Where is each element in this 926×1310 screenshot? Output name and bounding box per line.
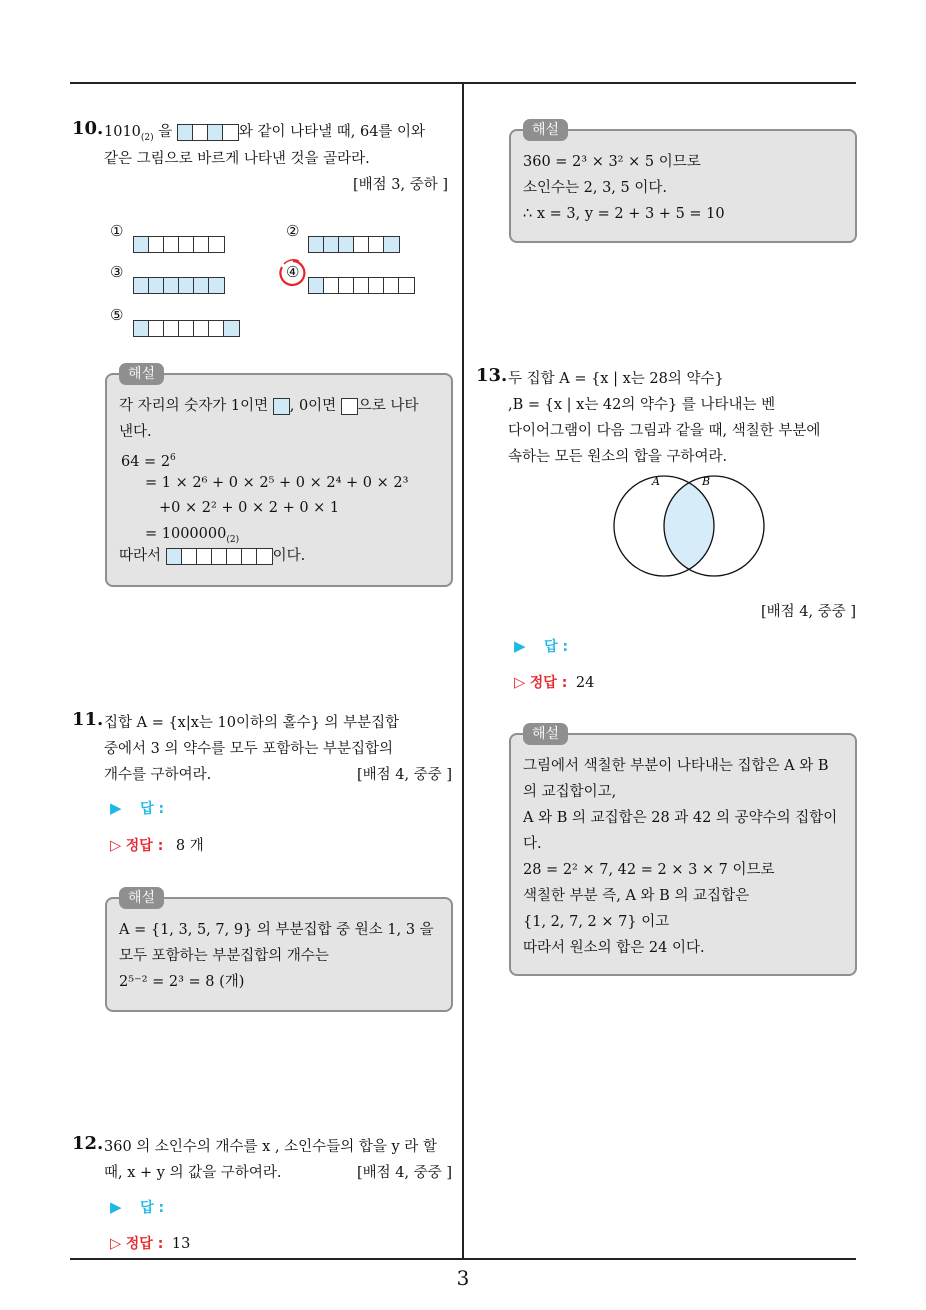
key-arrow-icon: ▷ xyxy=(110,838,122,854)
empty-cell xyxy=(354,278,369,293)
answer-arrow-icon: ▶ xyxy=(110,1198,122,1216)
question-text: 360 의 소인수의 개수를 x , 소인수들의 합을 y 라 할 xyxy=(104,1139,437,1155)
answer-input-row[interactable] xyxy=(110,1197,164,1217)
filled-cell xyxy=(194,278,209,293)
empty-cell xyxy=(369,237,384,252)
filled-cell xyxy=(167,549,182,564)
solution-line: = 1 × 2⁶ + 0 × 2⁵ + 0 × 2⁴ + 0 × 2³ xyxy=(145,475,409,491)
filled-cell xyxy=(309,237,324,252)
column-divider xyxy=(462,83,464,1259)
solution-line: 각 자리의 숫자가 1이면 , 0이면 으로 나타 xyxy=(119,398,419,414)
filled-cell xyxy=(134,321,149,336)
empty-cell xyxy=(149,321,164,336)
page-number: 3 xyxy=(456,1266,470,1290)
solution-line: 따라서 원소의 합은 24 이다. xyxy=(523,940,705,956)
question-text-line2: 같은 그림으로 바르게 나타낸 것을 골라라. xyxy=(104,151,370,167)
answer-label: 답 : xyxy=(544,639,569,655)
solution-tag: 해설 xyxy=(523,119,568,141)
question-text: 집합 A = {x|x는 10이하의 홀수} 의 부분집합 xyxy=(104,715,400,731)
solution-line: ∴ x = 3, y = 2 + 3 + 5 = 10 xyxy=(523,206,725,222)
filled-cell xyxy=(164,278,179,293)
filled-cell xyxy=(273,398,290,415)
score-meta: [배점 4, 중중 ] xyxy=(356,1165,452,1181)
empty-cell xyxy=(257,549,272,564)
question-number: 10. xyxy=(72,118,104,139)
solution-box xyxy=(105,890,453,1012)
solution-line: 그림에서 색칠한 부분이 나타내는 집합은 A 와 B xyxy=(523,758,829,774)
option-5-cells[interactable] xyxy=(133,320,240,337)
filled-cell xyxy=(178,125,193,140)
solution-line: {1, 2, 7, 2 × 7} 이고 xyxy=(523,914,670,930)
solution-line: 2⁵⁻² = 2³ = 8 (개) xyxy=(119,974,245,990)
score-meta: [배점 4, 중중 ] xyxy=(356,767,452,783)
question-text: 다이어그램이 다음 그림과 같을 때, 색칠한 부분에 xyxy=(508,423,821,439)
empty-cell xyxy=(354,237,369,252)
key-arrow-icon: ▷ xyxy=(110,1236,122,1252)
solution-box xyxy=(509,726,857,976)
solution-line: +0 × 2² + 0 × 2 + 0 × 1 xyxy=(159,500,340,516)
solution-line: 색칠한 부분 즉, A 와 B 의 교집합은 xyxy=(523,888,750,904)
empty-cell xyxy=(209,237,224,252)
question-text: 중에서 3 의 약수를 모두 포함하는 부분집합의 xyxy=(104,741,394,757)
solution-box xyxy=(509,122,857,243)
solution-tag: 해설 xyxy=(119,363,164,385)
question-number: 13. xyxy=(476,365,508,386)
solution-tag: 해설 xyxy=(523,723,568,745)
solution-line: = $1000000_{(2)}$ xyxy=(145,526,240,545)
filled-cell xyxy=(324,237,339,252)
filled-cell xyxy=(179,278,194,293)
answer-input-row[interactable] xyxy=(110,798,164,818)
solution-line: A = {1, 3, 5, 7, 9} 의 부분집합 중 원소 1, 3 을 xyxy=(119,922,434,938)
empty-cell xyxy=(399,278,414,293)
answer-label: 답 : xyxy=(140,1200,165,1216)
empty-cell xyxy=(179,321,194,336)
answer-key-row xyxy=(514,672,594,692)
question-text: ,B = {x | x는 42의 약수} 를 나타내는 벤 xyxy=(508,397,776,413)
key-label: 정답 : xyxy=(125,838,164,854)
solution-line: $64 = 2^6$ xyxy=(121,453,176,470)
empty-cell xyxy=(341,398,358,415)
answer-key-row xyxy=(110,1233,190,1253)
option-3-label[interactable]: ③ xyxy=(110,263,124,281)
score-meta: [배점 3, 중하 ] xyxy=(352,177,448,193)
solution-line: 28 = 2² × 7, 42 = 2 × 3 × 7 이므로 xyxy=(523,862,775,878)
answer-input-row[interactable] xyxy=(514,636,568,656)
option-2-label[interactable]: ② xyxy=(286,222,300,240)
answer-key-row xyxy=(110,834,204,855)
answer-arrow-icon: ▶ xyxy=(110,799,122,817)
bottom-rule xyxy=(70,1258,856,1260)
key-arrow-icon: ▷ xyxy=(514,675,526,691)
example-cells xyxy=(177,124,239,141)
filled-cell xyxy=(208,125,223,140)
question-text: 때, x + y 의 값을 구하여라. xyxy=(104,1165,282,1181)
key-value: 13 xyxy=(171,1236,191,1252)
venn-label-b: B xyxy=(702,475,711,488)
solution-line: 모두 포함하는 부분집합의 개수는 xyxy=(119,948,329,964)
empty-cell xyxy=(209,321,224,336)
key-value: 8 개 xyxy=(175,838,204,854)
option-4-label[interactable]: ④ xyxy=(286,263,300,281)
empty-cell xyxy=(339,278,354,293)
question-text: 개수를 구하여라. xyxy=(104,767,212,783)
answer-circle-mark xyxy=(277,257,309,289)
key-label: 정답 : xyxy=(529,675,568,691)
empty-cell xyxy=(164,321,179,336)
option-2-cells[interactable] xyxy=(308,236,400,253)
question-text: 속하는 모든 원소의 합을 구하여라. xyxy=(508,449,728,465)
solution-line: 의 교집합이고, xyxy=(523,784,617,800)
option-1-cells[interactable] xyxy=(133,236,225,253)
empty-cell xyxy=(223,125,238,140)
empty-cell xyxy=(179,237,194,252)
empty-cell xyxy=(384,278,399,293)
empty-cell xyxy=(227,549,242,564)
key-label: 정답 : xyxy=(125,1236,164,1252)
filled-cell xyxy=(134,278,149,293)
question-text: 두 집합 A = {x | x는 28의 약수} xyxy=(508,371,724,387)
score-meta: [배점 4, 중중 ] xyxy=(760,604,856,620)
venn-label-a: A xyxy=(652,475,660,488)
empty-cell xyxy=(369,278,384,293)
empty-cell xyxy=(194,237,209,252)
empty-cell xyxy=(149,237,164,252)
answer-label: 답 : xyxy=(140,801,165,817)
empty-cell xyxy=(197,549,212,564)
filled-cell xyxy=(224,321,239,336)
filled-cell xyxy=(134,237,149,252)
question-number: 12. xyxy=(72,1133,104,1154)
empty-cell xyxy=(194,321,209,336)
question-text: $1010_{(2)}$ 을 와 같이 나타낼 때, 64를 이와 xyxy=(104,124,426,143)
empty-cell xyxy=(182,549,197,564)
solution-line: 다. xyxy=(523,836,542,852)
answer-arrow-icon: ▶ xyxy=(514,637,526,655)
answer-cells xyxy=(166,548,273,565)
empty-cell xyxy=(324,278,339,293)
empty-cell xyxy=(212,549,227,564)
question-number: 11. xyxy=(72,709,104,730)
solution-box xyxy=(105,366,453,587)
filled-cell xyxy=(149,278,164,293)
solution-line: 따라서 이다. xyxy=(119,548,306,564)
empty-cell xyxy=(193,125,208,140)
venn-diagram xyxy=(600,472,770,580)
empty-cell xyxy=(164,237,179,252)
solution-line: 360 = 2³ × 3² × 5 이므로 xyxy=(523,154,701,170)
option-3-cells[interactable] xyxy=(133,277,225,294)
key-value: 24 xyxy=(575,675,595,691)
solution-tag: 해설 xyxy=(119,887,164,909)
solution-line: 소인수는 2, 3, 5 이다. xyxy=(523,180,667,196)
option-5-label[interactable]: ⑤ xyxy=(110,306,124,324)
filled-cell xyxy=(384,237,399,252)
empty-cell xyxy=(242,549,257,564)
option-4-cells[interactable] xyxy=(308,277,415,294)
filled-cell xyxy=(339,237,354,252)
solution-line: 낸다. xyxy=(119,424,152,440)
solution-line: A 와 B 의 교집합은 28 과 42 의 공약수의 집합이 xyxy=(523,810,838,826)
option-1-label[interactable]: ① xyxy=(110,222,124,240)
filled-cell xyxy=(309,278,324,293)
filled-cell xyxy=(209,278,224,293)
